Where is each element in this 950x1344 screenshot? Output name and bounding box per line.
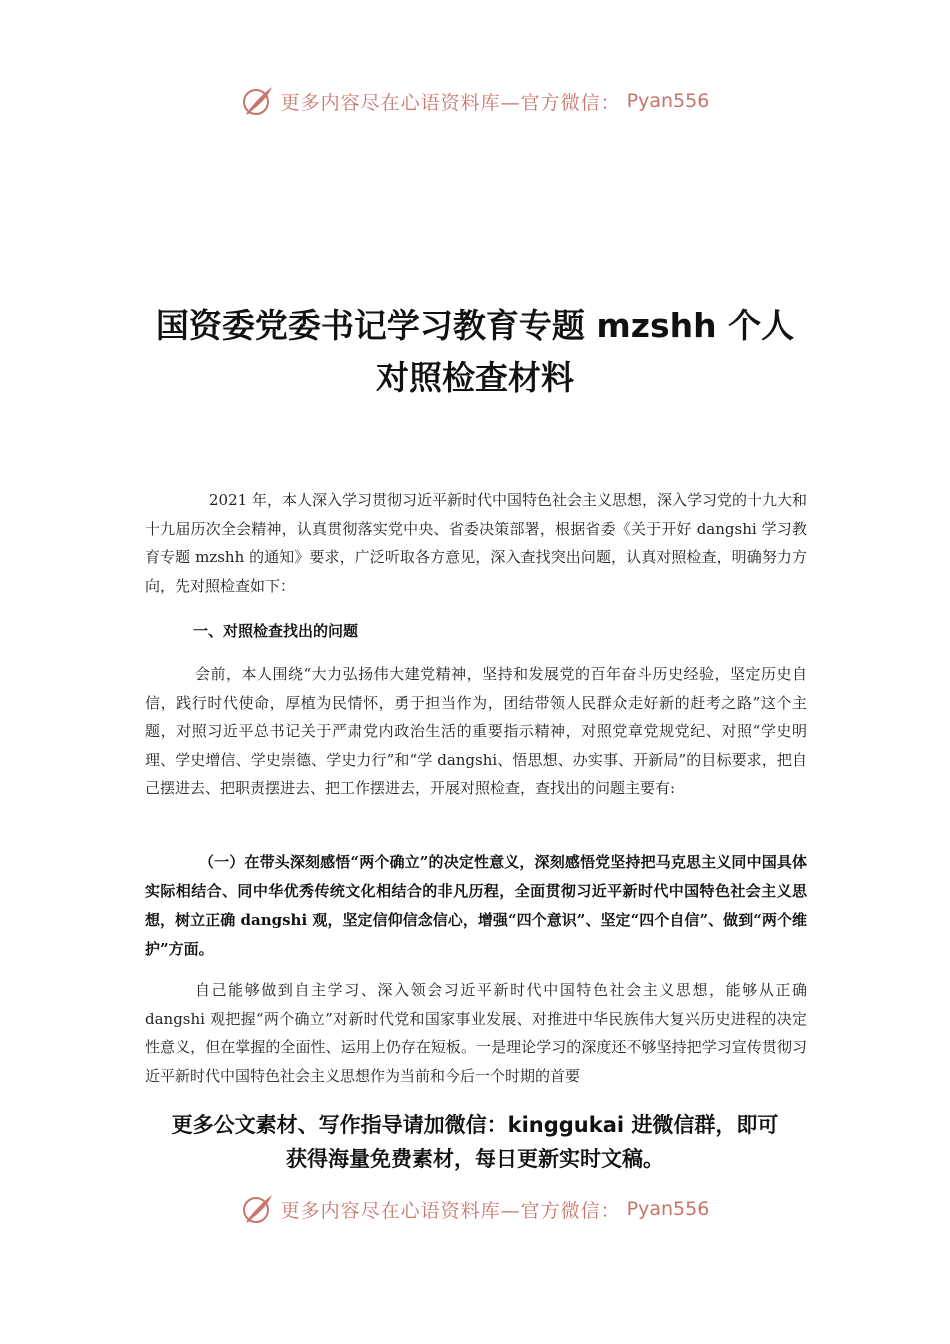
promo-banner — [110, 1108, 840, 1176]
document-title — [120, 300, 830, 404]
promo-line-1: 更多公文素材、写作指导请加微信：kinggukai 进微信群，即可 — [171, 1113, 779, 1137]
title-line-1: 国资委党委书记学习教育专题 mzshh 个人 — [155, 306, 795, 345]
subsection-1-heading: （一）在带头深刻感悟“两个确立”的决定性意义，深刻感悟党坚持把马克思主义同中国具体实际相结合、同中华优秀传统文化相结合的非凡历程，全面贯彻习近平新时代中国特色社会主义思想，树立正确 dangshi 观，坚定信仰信念信心，增强“四个意识”、坚定“四个自信”、做到“两个维护”方面。 — [145, 853, 807, 958]
watermark-handle: Pyan556 — [626, 1198, 710, 1220]
subsection-1-paragraph: 自己能够做到自主学习、深入领会习近平新时代中国特色社会主义思想，能够从正确 dangshi 观把握“两个确立”对新时代党和国家事业发展、对推进中华民族伟大复兴历史进程的决定性意义，但在掌握的全面性、运用上仍存在短板。一是理论学习的深度还不够坚持把学习宣传贯彻习近平新时代中国特色社会主义思想作为当前和今后一个时期的首要 — [145, 981, 807, 1085]
watermark-text: 更多内容尽在心语资料库—官方微信： — [280, 1199, 621, 1222]
title-line-2: 对照检查材料 — [376, 358, 574, 397]
section-1-heading: 一、对照检查找出的问题 — [193, 622, 359, 640]
watermark-text: 更多内容尽在心语资料库—官方微信： — [280, 91, 621, 114]
quill-logo-icon — [241, 84, 275, 118]
watermark-footer — [0, 1192, 950, 1226]
promo-line-2: 获得海量免费素材，每日更新实时文稿。 — [286, 1147, 664, 1171]
quill-logo-icon — [241, 1192, 275, 1226]
watermark-header — [0, 84, 950, 118]
intro-paragraph: 2021 年，本人深入学习贯彻习近平新时代中国特色社会主义思想，深入学习党的十九大和十九届历次全会精神，认真贯彻落实党中央、省委决策部署，根据省委《关于开好 dangshi 学习教育专题 mzshh 的通知》要求，广泛听取各方意见，深入查找突出问题，认真对照检查，明确努力方向，先对照检查如下： — [145, 491, 807, 595]
watermark-handle: Pyan556 — [626, 90, 710, 112]
section-1-paragraph: 会前，本人围绕“大力弘扬伟大建党精神，坚持和发展党的百年奋斗历史经验，坚定历史自信，践行时代使命，厚植为民情怀，勇于担当作为，团结带领人民群众走好新的赶考之路”这个主题，对照习近平总书记关于严肃党内政治生活的重要指示精神，对照党章党规党纪、对照“学史明理、学史增信、学史崇德、学史力行”和“学 dangshi、悟思想、办实事、开新局”的目标要求，把自己摆进去、把职责摆进去、把工作摆进去，开展对照检查，查找出的问题主要有: — [145, 665, 807, 798]
